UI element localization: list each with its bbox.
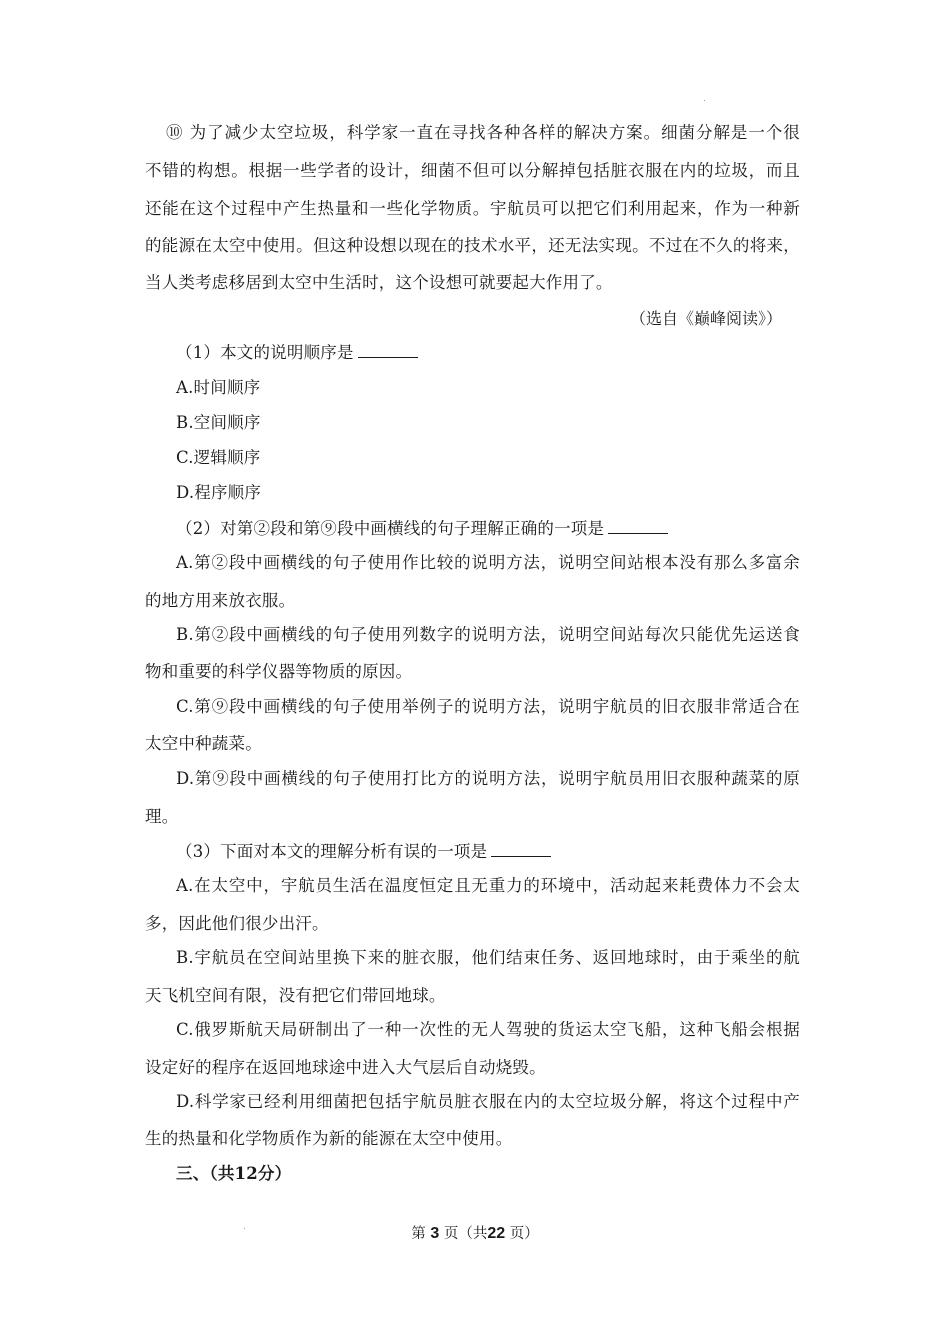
footer-total-pages: 22 [487, 1225, 506, 1242]
question-3-stem [176, 841, 551, 863]
question-3-option-b-line-2: 天飞机空间有限，没有把它们带回地球。 [145, 986, 446, 1005]
question-1-option-c: C.逻辑顺序 [176, 448, 261, 467]
question-3-option-c-line-1: C.俄罗斯航天局研制出了一种一次性的无人驾驶的货运太空飞船，这种飞船会根据 [176, 1020, 800, 1039]
paragraph-10-line-1: ⑩ 为了减少太空垃圾，科学家一直在寻找各种各样的解决方案。细菌分解是一个很 [166, 123, 800, 142]
scan-speck [704, 100, 705, 101]
question-2-option-a-line-1: A.第②段中画横线的句子使用作比较的说明方法，说明空间站根本没有那么多富余 [176, 553, 800, 572]
paragraph-10-line-5: 当人类考虑移居到太空中生活时，这个设想可就要起大作用了。 [145, 273, 613, 292]
answer-blank-2[interactable] [608, 519, 668, 534]
answer-blank-1[interactable] [358, 343, 418, 358]
question-1-option-b: B.空间顺序 [176, 413, 261, 432]
footer-page-number: 3 [430, 1225, 440, 1242]
section-3-heading: 三、（共12分） [176, 1164, 292, 1183]
question-2-option-d-line-2: 理。 [145, 807, 179, 826]
question-2-option-c-line-1: C.第⑨段中画横线的句子使用举例子的说明方法，说明宇航员的旧衣服非常适合在 [176, 697, 800, 716]
question-1-stem [176, 342, 418, 364]
page-footer [0, 1223, 950, 1245]
question-1-option-d: D.程序顺序 [176, 483, 262, 502]
footer-suffix: 页） [509, 1226, 539, 1242]
question-3-option-b-line-1: B.宇航员在空间站里换下来的脏衣服，他们结束任务、返回地球时，由于乘坐的航 [176, 948, 800, 967]
question-3-option-a-line-1: A.在太空中，宇航员生活在温度恒定且无重力的环境中，活动起来耗费体力不会太 [176, 876, 800, 895]
question-3-option-c-line-2: 设定好的程序在返回地球途中进入大气层后自动烧毁。 [145, 1058, 546, 1077]
question-3-option-a-line-2: 多，因此他们很少出汗。 [145, 914, 329, 933]
question-1-stem-text: （1）本文的说明顺序是 [176, 343, 354, 362]
question-2-stem [176, 518, 668, 540]
question-3-stem-text: （3）下面对本文的理解分析有误的一项是 [176, 842, 488, 861]
question-3-option-d-line-1: D.科学家已经利用细菌把包括宇航员脏衣服在内的太空垃圾分解，将这个过程中产 [176, 1092, 800, 1111]
paragraph-10-line-2: 不错的构想。根据一些学者的设计，细菌不但可以分解掉包括脏衣服在内的垃圾，而且 [145, 161, 800, 180]
scan-speck [244, 1228, 245, 1229]
question-2-option-c-line-2: 太空中种蔬菜。 [145, 734, 262, 753]
question-2-stem-text: （2）对第②段和第⑨段中画横线的句子理解正确的一项是 [176, 519, 605, 538]
footer-middle: 页（共 [443, 1226, 488, 1242]
paragraph-10-line-3: 还能在这个过程中产生热量和一些化学物质。宇航员可以把它们利用起来，作为一种新 [145, 199, 800, 218]
question-3-option-d-line-2: 生的热量和化学物质作为新的能源在太空中使用。 [145, 1129, 513, 1148]
footer-prefix: 第 [411, 1226, 426, 1242]
paragraph-10-line-4: 的能源在太空中使用。但这种设想以现在的技术水平，还无法实现。不过在不久的将来， [145, 236, 800, 255]
question-2-option-d-line-1: D.第⑨段中画横线的句子使用打比方的说明方法，说明宇航员用旧衣服种蔬菜的原 [176, 769, 800, 788]
question-1-option-a: A.时间顺序 [176, 378, 261, 397]
question-2-option-b-line-1: B.第②段中画横线的句子使用列数字的说明方法，说明空间站每次只能优先运送食 [176, 625, 800, 644]
question-2-option-b-line-2: 物和重要的科学仪器等物质的原因。 [145, 662, 413, 681]
question-2-option-a-line-2: 的地方用来放衣服。 [145, 591, 296, 610]
source-citation: （选自《巅峰阅读》） [629, 309, 782, 328]
answer-blank-3[interactable] [491, 842, 551, 857]
